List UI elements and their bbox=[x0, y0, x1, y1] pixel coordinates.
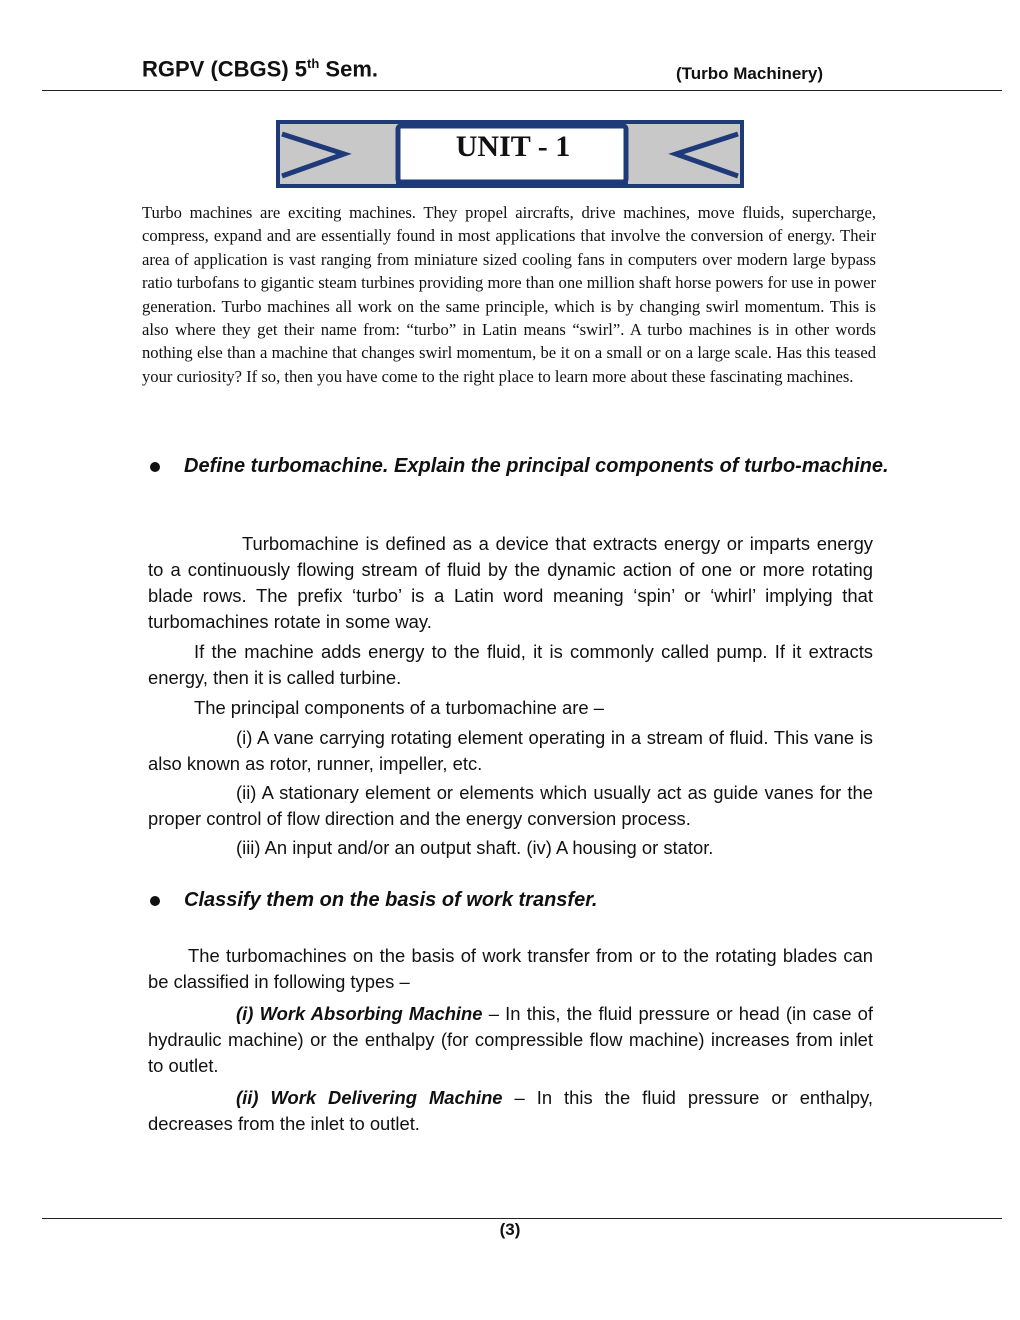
page-number: (3) bbox=[499, 1220, 521, 1239]
section2-item-2-lead: (ii) Work Delivering Machine bbox=[236, 1087, 503, 1108]
footer-divider bbox=[42, 1218, 1002, 1219]
section1-item-3: (iii) An input and/or an output shaft. (iv) A housing or stator. bbox=[236, 837, 714, 858]
section2-heading: Classify them on the basis of work transfer. bbox=[150, 884, 890, 916]
section1-paragraph-1: Turbomachine is defined as a device that extracts energy or imparts energy to a continuously flowing stream of fluid by the dynamic action of one or more rotating blade rows. The prefix ‘turbo’ is a Latin word meaning ‘spin’ or ‘whirl’ implying that turbomachines rotate in some way. bbox=[148, 533, 873, 632]
section2-item-2 bbox=[148, 1085, 873, 1137]
bullet-icon bbox=[150, 896, 160, 906]
section2-item-1-text: – In this, the fluid pressure or head (in case of hydraulic machine) or the enthalpy (for compressible flow machine) increases from inlet to outlet. bbox=[148, 1003, 873, 1076]
section2-paragraph-1: The turbomachines on the basis of work transfer from or to the rotating blades can be classified in following types – bbox=[148, 945, 873, 992]
intro-paragraph: Turbo machines are exciting machines. They propel aircrafts, drive machines, move fluids, supercharge, compress, expand and are essentially found in most applications that involve the conversion of energy. Their area of application is vast ranging from miniature sized cooling fans in computers over modern large bypass ratio turbofans to gigantic steam turbines providing more than one million shaft horse powers for use in power generation. Turbo machines all work on the same principle, which is by changing swirl momentum. This is also where they get their name from: “turbo” in Latin means “swirl”. A turbo machines is in other words nothing else than a machine that changes swirl momentum, be it on a small or on a large scale. Has this teased your curiosity? If so, then you have come to the right place to learn more about these fascinating machines. bbox=[142, 203, 876, 386]
section2-item-2-text: – In this the fluid pressure or enthalpy, decreases from the inlet to outlet. bbox=[148, 1087, 873, 1134]
section1-item-1: (i) A vane carrying rotating element operating in a stream of fluid. This vane is also known as rotor, runner, impeller, etc. bbox=[148, 727, 873, 774]
header-course-title: RGPV (CBGS) 5th Sem. bbox=[142, 56, 379, 82]
bullet-icon bbox=[150, 462, 160, 472]
section1-item-2: (ii) A stationary element or elements which usually act as guide vanes for the proper control of flow direction and the energy conversion process. bbox=[148, 782, 873, 829]
header-subject: (Turbo Machinery) bbox=[676, 64, 824, 83]
section1-paragraph-3: The principal components of a turbomachine are – bbox=[194, 697, 604, 718]
section1-paragraph-2: If the machine adds energy to the fluid, it is commonly called pump. If it extracts energy, then it is called turbine. bbox=[148, 641, 873, 688]
section1-heading: Define turbomachine. Explain the principal components of turbo-machine. bbox=[150, 450, 890, 482]
section2-item-1-lead: (i) Work Absorbing Machine bbox=[236, 1003, 483, 1024]
unit-title: UNIT - 1 bbox=[455, 130, 571, 163]
header-divider bbox=[42, 90, 1002, 91]
section2-item-1 bbox=[148, 1001, 873, 1079]
